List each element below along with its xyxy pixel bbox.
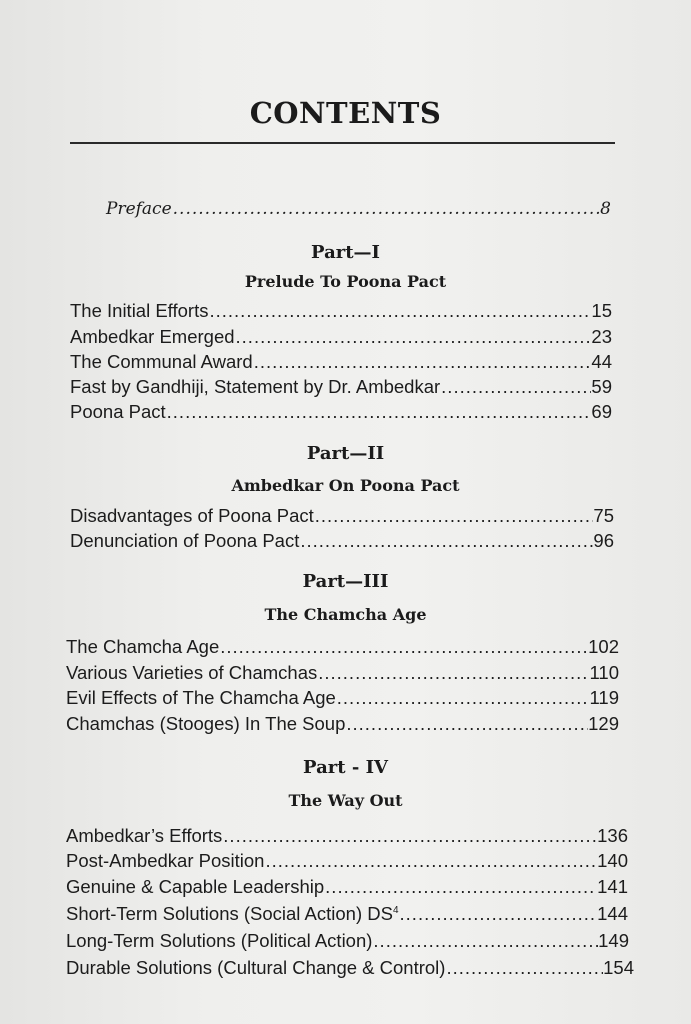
- toc-leader-dots: [399, 903, 598, 925]
- toc-entry-label: The Communal Award: [70, 351, 253, 372]
- toc-entry-page: 8: [600, 199, 611, 219]
- toc-entry-label: Ambedkar’s Efforts: [66, 825, 223, 846]
- toc-entry-label: Durable Solutions (Cultural Change & Control): [66, 957, 446, 978]
- toc-entry-page: 69: [591, 401, 612, 422]
- toc-leader-dots: [172, 199, 601, 219]
- toc-entry-page: 129: [588, 713, 619, 734]
- toc-entry-label: The Initial Efforts: [70, 300, 209, 321]
- toc-entry: [70, 300, 612, 322]
- toc-leader-dots: [235, 326, 592, 348]
- toc-entry-page: 119: [589, 687, 619, 708]
- toc-entry: [70, 351, 612, 373]
- part-subtitle: Ambedkar On Poona Pact: [231, 476, 460, 495]
- toc-entry-page: 59: [591, 376, 612, 397]
- toc-entry-label: Evil Effects of The Chamcha Age: [66, 687, 336, 708]
- superscript: 4: [392, 904, 399, 916]
- toc-entry-label: Disadvantages of Poona Pact: [70, 505, 314, 526]
- toc-leader-dots: [222, 825, 597, 847]
- toc-entry: [70, 505, 614, 527]
- toc-entry-label: Chamchas (Stooges) In The Soup: [66, 713, 346, 734]
- toc-entry-label: Preface: [106, 199, 172, 219]
- toc-entry-page: 149: [598, 930, 629, 951]
- title-rule: [70, 142, 615, 144]
- toc-entry-label: Denunciation of Poona Pact: [70, 530, 300, 551]
- toc-entry-label: Fast by Gandhiji, Statement by Dr. Ambedkar: [70, 376, 441, 397]
- part-subtitle: The Chamcha Age: [264, 605, 427, 624]
- toc-leader-dots: [166, 401, 592, 423]
- toc-entry-page: 15: [591, 300, 612, 321]
- toc-entry-label: Poona Pact: [70, 401, 166, 422]
- toc-entry-page: 141: [597, 876, 628, 897]
- toc-entry-label-text: Short-Term Solutions (Social Action) DS: [66, 903, 393, 924]
- toc-entry-preface: [106, 199, 611, 219]
- toc-entry-page: 75: [593, 505, 614, 526]
- toc-leader-dots: [208, 300, 591, 322]
- toc-entry-page: 44: [591, 351, 612, 372]
- toc-entry-page: 110: [589, 662, 619, 683]
- toc-entry: [66, 662, 619, 684]
- toc-entry: [66, 876, 628, 898]
- part-subtitle: Prelude To Poona Pact: [244, 272, 447, 291]
- toc-entry-label: Long-Term Solutions (Political Action): [66, 930, 373, 951]
- toc-leader-dots: [299, 530, 593, 552]
- part-heading: Part—III: [302, 571, 389, 592]
- part-heading: Part - IV: [303, 757, 388, 778]
- toc-entry-label: Ambedkar Emerged: [70, 326, 235, 347]
- toc-entry: [66, 930, 629, 952]
- toc-leader-dots: [317, 662, 589, 684]
- toc-entry: [66, 636, 619, 658]
- toc-entry: [66, 957, 634, 979]
- toc-entry-label: Genuine & Capable Leadership: [66, 876, 325, 897]
- toc-leader-dots: [445, 957, 603, 979]
- toc-entry: [66, 850, 628, 872]
- toc-entry-page: 23: [591, 326, 612, 347]
- toc-entry: [70, 326, 612, 348]
- toc-entry-page: 154: [603, 957, 634, 978]
- toc-entry: [66, 713, 619, 735]
- toc-entry-label: Post-Ambedkar Position: [66, 850, 265, 871]
- toc-entry-page: 136: [597, 825, 628, 846]
- toc-leader-dots: [264, 850, 597, 872]
- toc-leader-dots: [219, 636, 588, 658]
- toc-entry: [66, 903, 628, 925]
- toc-entry-page: 144: [597, 903, 628, 924]
- part-heading: Part—I: [311, 242, 380, 263]
- toc-leader-dots: [345, 713, 588, 735]
- toc-entry-label: The Chamcha Age: [66, 636, 220, 657]
- toc-leader-dots: [372, 930, 598, 952]
- toc-leader-dots: [324, 876, 597, 898]
- toc-entry-page: 102: [588, 636, 619, 657]
- page-title: CONTENTS: [249, 96, 442, 130]
- toc-entry: [66, 825, 628, 847]
- toc-entry: [70, 376, 612, 398]
- toc-entry: [66, 687, 619, 709]
- toc-leader-dots: [336, 687, 590, 709]
- toc-entry: [70, 530, 614, 552]
- toc-leader-dots: [440, 376, 591, 398]
- toc-entry-page: 140: [597, 850, 628, 871]
- toc-entry-label: [66, 903, 399, 925]
- toc-entry: [70, 401, 612, 423]
- part-subtitle: The Way Out: [288, 791, 403, 810]
- toc-entry-label: Various Varieties of Chamchas: [66, 662, 318, 683]
- toc-leader-dots: [314, 505, 594, 527]
- toc-leader-dots: [253, 351, 592, 373]
- toc-entry-page: 96: [593, 530, 614, 551]
- part-heading: Part—II: [306, 443, 385, 464]
